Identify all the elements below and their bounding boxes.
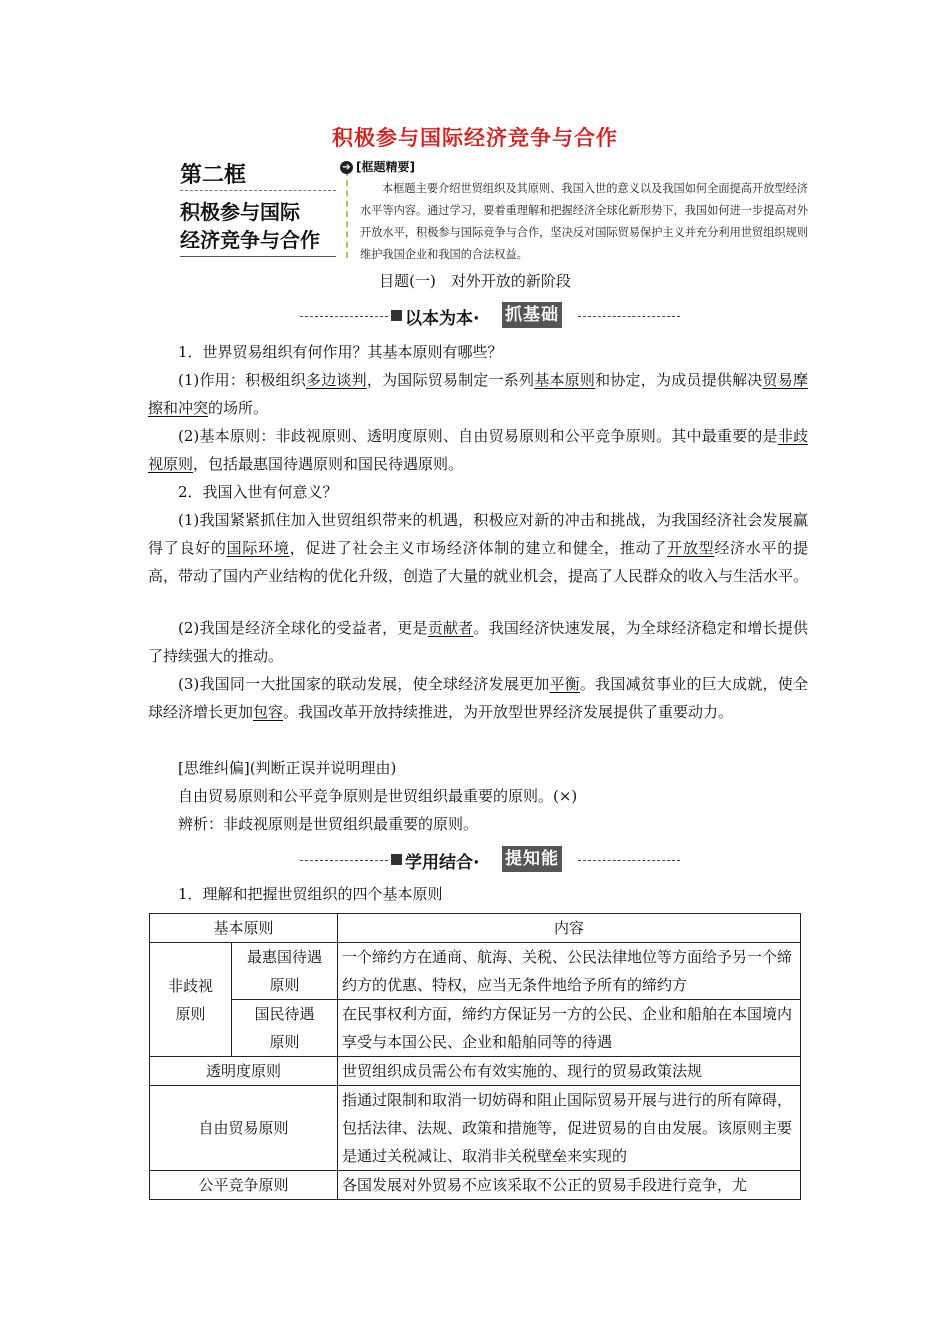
table-row: [150, 943, 801, 1000]
frame-subtitle-line1: 积极参与国际: [180, 200, 300, 224]
frame-subtitle-line2: 经济竞争与合作: [180, 228, 320, 252]
row-group-label: 非歧视原则: [150, 943, 232, 1057]
summary-heading: ➔ [框题精要]: [340, 158, 415, 175]
principle-name: 自由贸易原则: [150, 1086, 338, 1171]
vertical-divider: [346, 170, 348, 258]
subtopic-heading: 目题(一) 对外开放的新阶段: [379, 272, 571, 290]
page-title: 积极参与国际经济竞争与合作: [332, 126, 618, 150]
answer-1-2: (2)基本原则：非歧视原则、透明度原则、自由贸易原则和公平竞争原则。其中最重要的是非歧视原则，包括最惠国待遇原则和国民待遇原则。: [148, 427, 808, 473]
principle-content: 一个缔约方在通商、航海、关税、公民法律地位等方面给予另一个缔约方的优惠、特权，应当无条件地给予所有的缔约方: [338, 943, 801, 1000]
square-icon: [391, 310, 402, 321]
summary-text: 本框题主要介绍世贸组织及其原则、我国入世的意义以及我国如何全面提高开放型经济水平等内容。通过学习，要着重理解和把握经济全球化新形势下，我国如何进一步提高对外开放水平，积极参与国际竞争与合作，坚决反对国际贸易保护主义并充分利用世贸组织规则维护我国企业和我国的合法权益。: [360, 182, 808, 261]
divider: [180, 190, 336, 191]
answer-2-1: (1)我国紧紧抓住加入世贸组织带来的机遇，积极应对新的冲击和挑战，为我国经济社会发展赢得了良好的国际环境，促进了社会主义市场经济体制的建立和健全，推动了开放型经济水平的提高，带动了国内产业结构的优化升级，创造了大量的就业机会，提高了人民群众的收入与生活水平。: [148, 511, 809, 585]
section-badge: 抓基础: [502, 302, 562, 328]
frame-label: 第二框: [180, 163, 247, 188]
table-header: 基本原则: [150, 914, 338, 943]
section-banner-application: [300, 846, 680, 874]
square-icon: [391, 854, 402, 865]
answer-2-2: (2)我国是经济全球化的受益者，更是贡献者。我国经济快速发展，为全球经济稳定和增长提供了持续强大的推动。: [148, 619, 808, 665]
section-title: 以本为本·: [405, 309, 480, 329]
principle-content: 在民事权利方面，缔约方保证另一方的公民、企业和船舶在本国境内享受与本国公民、企业和船舶同等的待遇: [338, 1000, 801, 1057]
answer-2-3: (3)我国同一大批国家的联动发展，使全球经济发展更加平衡。我国减贫事业的巨大成就，使全球经济增长更加包容。我国改革开放持续推进，为开放型世界经济发展提供了重要动力。: [148, 675, 808, 721]
think-statement: 自由贸易原则和公平竞争原则是世贸组织最重要的原则。(×): [178, 787, 578, 805]
principle-name: 国民待遇原则: [232, 1000, 338, 1057]
table-row: [150, 1086, 801, 1171]
table-row: [150, 1057, 801, 1086]
divider: [300, 316, 388, 317]
answer-1-1: (1)作用：积极组织多边谈判，为国际贸易制定一系列基本原则和协定，为成员提供解决贸易摩擦和冲突的场所。: [148, 371, 808, 417]
divider: [578, 860, 680, 861]
principle-content: 指通过限制和取消一切妨碍和阻止国际贸易开展与进行的所有障碍，包括法律、法规、政策和措施等，促进贸易的自由发展。该原则主要是通过关税减让、取消非关税壁垒来实现的: [338, 1086, 801, 1171]
table-intro: 1．理解和把握世贸组织的四个基本原则: [178, 885, 443, 903]
table-row: [150, 1171, 801, 1200]
principle-name: 透明度原则: [150, 1057, 338, 1086]
think-heading: [思维纠偏](判断正误并说明理由): [178, 759, 397, 777]
principle-content: 各国发展对外贸易不应该采取不公正的贸易手段进行竞争，尤: [338, 1171, 801, 1200]
arrow-right-icon: ➔: [340, 161, 353, 174]
principles-table: [149, 913, 801, 1200]
table-header-row: [150, 914, 801, 943]
table-row: [150, 1000, 801, 1057]
table-header: 内容: [338, 914, 801, 943]
divider: [180, 256, 336, 257]
principle-name: 最惠国待遇原则: [232, 943, 338, 1000]
frame-subtitle: [180, 198, 320, 254]
divider: [300, 860, 388, 861]
section-title: 学用结合·: [405, 853, 480, 873]
question-2: 2．我国入世有何意义？: [178, 483, 338, 501]
section-banner-basics: [300, 302, 680, 330]
principle-name: 公平竞争原则: [150, 1171, 338, 1200]
section-badge: 提知能: [502, 846, 562, 872]
think-analysis: 辨析：非歧视原则是世贸组织最重要的原则。: [178, 815, 479, 833]
principle-content: 世贸组织成员需公布有效实施的、现行的贸易政策法规: [338, 1057, 801, 1086]
divider: [578, 316, 680, 317]
question-1: 1．世界贸易组织有何作用？其基本原则有哪些？: [178, 343, 503, 361]
